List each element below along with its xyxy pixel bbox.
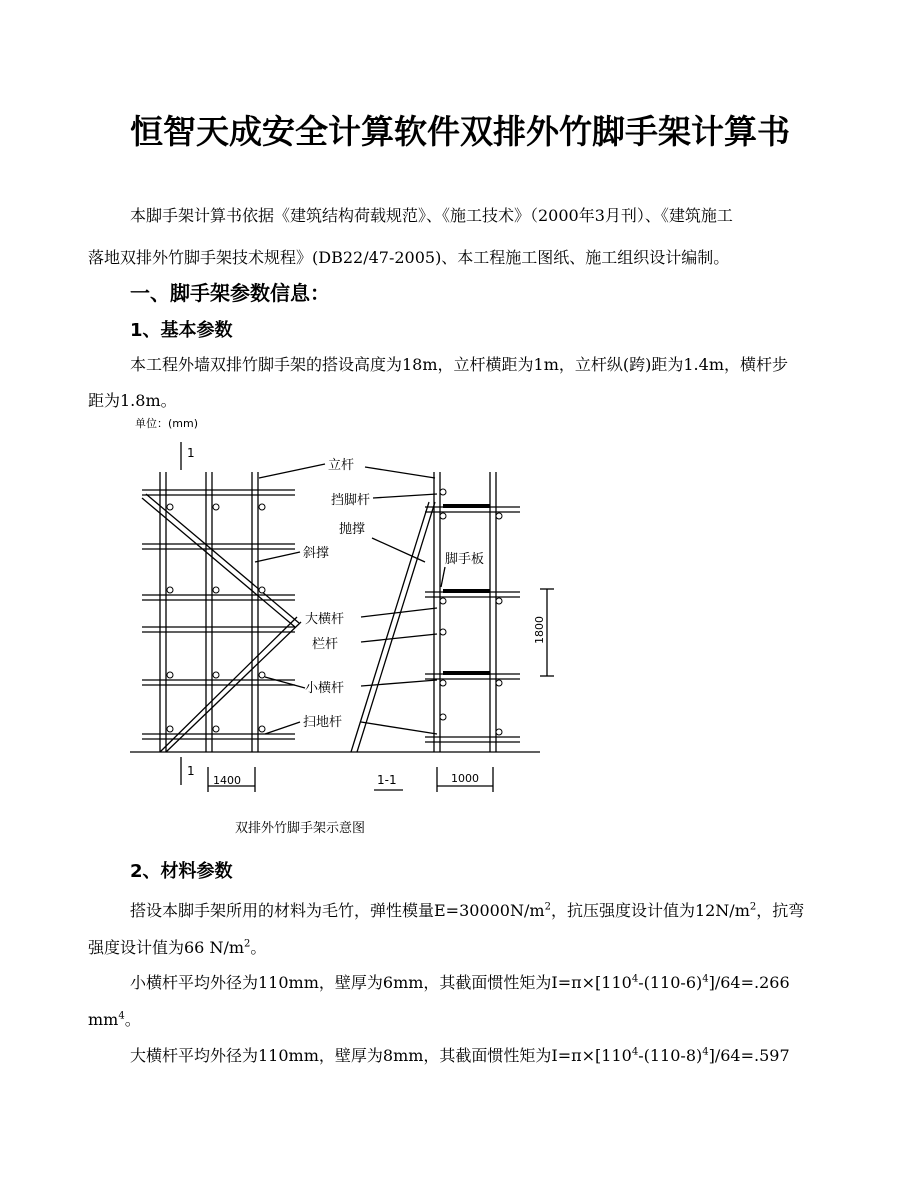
section-1-heading: 一、脚手架参数信息：	[130, 281, 330, 305]
document-title: 恒智天成安全计算软件双排外竹脚手架计算书	[130, 112, 790, 151]
intro-paragraph-line-1: 本脚手架计算书依据《建筑结构荷载规范》、《施工技术》（2000年3月刊）、《建筑施工	[130, 206, 733, 225]
intro-paragraph-line-2: 落地双排外竹脚手架技术规程》(DB22/47-2005)、本工程施工图纸、施工组织设计编制。	[88, 248, 730, 267]
label-dahenggan: 大横杆	[305, 612, 345, 627]
big-crossbar-line-1: 大横杆平均外径为110mm，壁厚为8mm，其截面惯性矩为$I=\pi\times[110^4-(110-8)^4]/64=.597$	[130, 1046, 790, 1065]
scaffold-diagram	[125, 412, 555, 846]
subsection-material-heading: 2、材料参数	[130, 861, 233, 882]
label-jiaoshouban: 脚手板	[445, 552, 485, 567]
figure-caption: 双排外竹脚手架示意图	[235, 821, 366, 836]
material-line-2: 强度设计值为66 $N/m^2$。	[88, 938, 267, 957]
dim-1400: 1400	[213, 774, 241, 787]
basic-params-line-2: 距为1.8m。	[88, 391, 177, 410]
label-langan: 栏杆	[312, 637, 339, 652]
small-crossbar-line-2: $mm^4$。	[88, 1010, 141, 1029]
dim-1800: 1800	[533, 616, 546, 644]
label-dangjiaogan: 挡脚杆	[331, 493, 371, 508]
label-xiecheng: 斜撑	[303, 546, 330, 561]
label-saodigan: 扫地杆	[303, 715, 343, 730]
unit-label: 单位：(mm)	[135, 417, 199, 430]
material-line-1: 搭设本脚手架所用的材料为毛竹，弹性模量$E=30000N/m^2$，抗压强度设计值为$12N/m^2$，抗弯	[130, 901, 805, 920]
label-xiaohenggan: 小横杆	[305, 681, 345, 696]
subsection-basic-heading: 1、基本参数	[130, 320, 233, 341]
label-paocheng: 抛撑	[339, 522, 366, 537]
basic-params-line-1: 本工程外墙双排竹脚手架的搭设高度为18m，立杆横距为1m，立杆纵(跨)距为1.4m，横杆步	[130, 355, 788, 374]
dim-1000: 1000	[451, 772, 479, 785]
section-mark-bottom: 1	[187, 764, 195, 778]
section-mark-top: 1	[187, 446, 195, 460]
scaffold-diagram-svg	[125, 412, 555, 842]
section-label: 1-1	[377, 773, 397, 787]
small-crossbar-line-1: 小横杆平均外径为110mm，壁厚为6mm，其截面惯性矩为$I=\pi\times[110^4-(110-6)^4]/64=.266$	[130, 973, 790, 992]
label-ligan: 立杆	[328, 458, 355, 473]
